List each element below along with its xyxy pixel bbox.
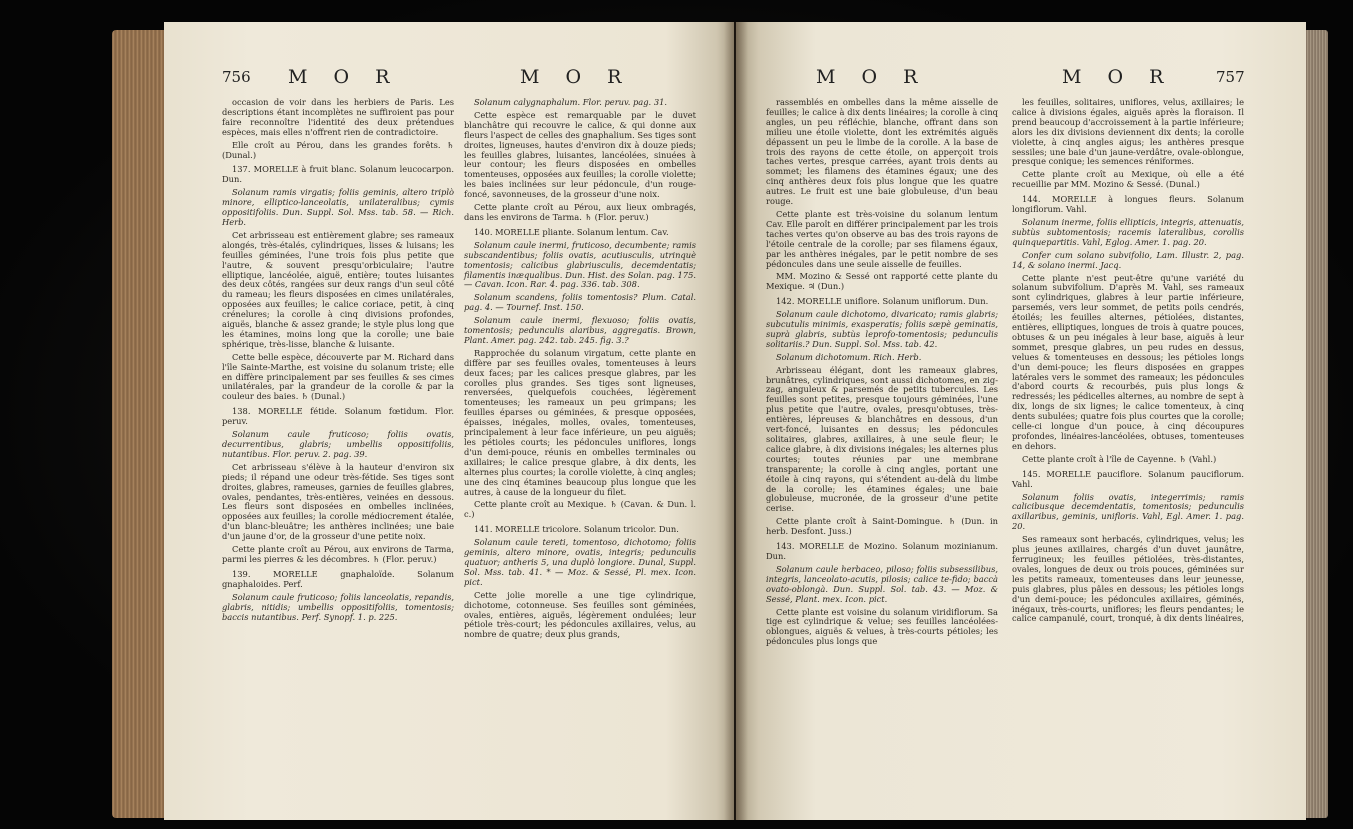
paragraph: Cette plante croît à l'île de Cayenne. ♄ (Vahl.) [1022,453,1217,464]
latin-diagnosis: Solanum caule fruticoso; foliis ovatis, decurrentibus, glabris; umbellis oppositifoliis, nutantibus. Flor. peruv. 2. pag. 39. [222,429,454,459]
entry-heading: 143. MORELLE de Mozino. Solanum mozinianum. Dun. [766,541,998,561]
entry-heading: 139. MORELLE gnaphaloïde. Solanum gnaphaloides. Perf. [222,568,454,589]
left-headword: M O R [288,66,400,88]
paragraph: Cette jolie morelle a une tige cylindrique, dichotome, cotonneuse. Ses feuilles sont géminées, ovales, entières, aiguës, légèrement ondulées; leur pétiole très-court; les pédoncules axillaires, velus, au nombre de quatre; deux plus grands, [464,589,696,640]
open-book [34,6,1352,824]
latin-diagnosis: Solanum ramis virgatis; foliis geminis, altero triplò minore, elliptico-lanceolatis, unilateralibus; cymis oppositifoliis. Dun. Suppl. Sol. Mss. tab. 58. — Rich. Herb. [222,187,454,227]
left-page-column-1 [222,98,454,625]
right-page [736,22,1306,820]
left-page [164,22,734,820]
paragraph: Arbrisseau élégant, dont les rameaux glabres, brunâtres, cylindriques, sont aussi dichotomes, en zig-zag, anguleux & parsemés de petits tubercules. Les feuilles sont petites, presque toujours géminées, l'une plus petite que l'autre, ovales, presqu'obtuses, très-entières, lépreuses & blanchâtres en dessous, d'un vert-foncé, luisantes en dessus; les pédoncules solitaires, glabres, axillaires, à une seule fleur; le calice glabre, à dix divisions inégales; les alternes plus courtes; toutes réunies par une membrane transparente; la corolle à cinq angles, portant une étoile à cinq rayons, qui s'étendent au-delà du limbe de la corolle; les étamines égales; une baie globuleuse, mucronée, de la grosseur d'une petite cerise. [766,364,998,514]
paragraph: MM. Mozino & Sessé ont rapporté cette plante du Mexique. ♃ (Dun.) [766,271,998,292]
paragraph: Cette plante croît au Pérou, aux lieux ombragés, dans les environs de Tarma. ♄ (Flor. peruv.) [464,202,696,222]
latin-diagnosis: Solanum foliis ovatis, integerrimis; ramis calicibusque decemdentatis, tomentosis; pedunculis axillaribus, geminis, unifloris. Vahl, Egl. Amer. 1. pag. 20. [1012,491,1244,532]
left-running-header [164,66,734,96]
entry-heading: 142. MORELLE uniflore. Solanum uniflorum. Dun. [776,296,989,307]
paragraph: Cet arbrisseau est entièrement glabre; ses rameaux alongés, très-étalés, cylindriques, lisses & luisans; les feuilles géminées, l'une trois fois plus petite que l'autre, & souvent presqu'orbiculaire; l'autre elliptique, lancéolée, aiguë, entière; toutes luisantes des deux côtés, rangées sur deux rangs d'un seul côté du rameau; les fleurs disposées en cimes unilatérales, opposées aux feuilles; le calice coriace, petit, à cinq crénelures; la corolle à cinq divisions profondes, aiguës, blanche & assez grande; le style plus long que les étamines, moins long que la corolle; une baie sphérique, très-lisse, blanche & luisante. [222,229,454,349]
paragraph: Rapprochée du solanum virgatum, cette plante en diffère par ses feuilles ovales, tomenteuses à leurs deux faces; par les calices presque glabres, par les corolles plus grandes. Ses tiges sont ligneuses, renversées, quelquefois couchées, légèrement tomenteuses; les rameaux un peu grimpans; les feuilles éparses ou géminées, & presque opposées, épaisses, inégales, molles, ovales, tomenteuses, principalement à leur face inférieure, un peu aiguës; les pétioles courts; les pédoncules uniflores, longs d'un demi-pouce, réunis en ombelles terminales ou axillaires; le calice presque glabre, à dix dents, les alternes plus courtes; la corolle violette, à cinq angles; une des cinq étamines beaucoup plus longue que les autres, à cause de la longueur du filet. [464,347,696,497]
latin-diagnosis: Solanum caule herbaceo, piloso; foliis subsessilibus, integris, lanceolato-acutis, pilosis; calice te-fido; baccà ovato-oblongà. Dun. Suppl. Sol. tab. 43. — Moz. & Sessé, Plant. mex. Icon. pict. [766,563,998,604]
paragraph: Cette plante croît au Mexique. ♄ (Cavan. & Dun. l. c.) [464,499,696,520]
synonym: Solanum caule inermi, flexuoso; foliis ovatis, tomentosis; pedunculis alaribus, aggregatis. Brown, Plant. Amer. pag. 242. tab. 245. fig. 3.? [464,315,696,345]
entry-heading: 144. MORELLE à longues fleurs. Solanum longiflorum. Vahl. [1012,194,1244,215]
latin-diagnosis: Solanum caule inermi, fruticoso, decumbente; ramis subscandentibus; foliis ovatis, acutiusculis, utrinquè tomentosis; calicibus glabriusculis, decemdentatis; filamentis inæqualibus. Dun. Hist. des Solan. pag. 175. — Cavan. Icon. Rar. 4. pag. 336. tab. 308. [464,239,696,290]
page-stack-right [1306,30,1328,818]
left-page-column-2 [464,98,696,643]
paragraph: Cette espèce est remarquable par le duvet blanchâtre qui recouvre le calice, & qui donne aux fleurs l'aspect de celles des gnaphalium. Ses tiges sont droites, ligneuses, hautes d'environ dix à douze pieds; les feuilles glabres, luisantes, lancéolées, sinuées à leur contour; les fleurs disposées en ombelles tomenteuses, opposées aux feuilles; la corolle violette; les baies inclinées sur leur pédoncule, d'un rouge-foncé, savonneuses, de la grosseur d'une noix. [464,109,696,200]
paragraph: Ses rameaux sont herbacés, cylindriques, velus; les plus jeunes axillaires, chargés d'un duvet jaunâtre, ferrugineux; les feuilles pétiolées, très-distantes, ovales, longues de deux ou trois pouces, géminées sur les petits rameaux, tomenteuses dans leur jeunesse, puis glabres, plus pâles en dessous; les pétioles longs d'un demi-pouce; les pédoncules axillaires, géminés, inégaux, très-courts, uniflores; les fleurs pendantes; le calice campanulé, court, tronqué, à dix dents linéaires, [1012,534,1244,624]
right-page-number: 757 [1216,68,1245,86]
latin-diagnosis: Solanum caule dichotomo, divaricato; ramis glabris; subcutulis minimis, exasperatis; foliis sæpè geminatis, suprà glabris, subtùs leprofo-tomentosis; pedunculis solitariis.? Dun. Suppl. Sol. Mss. tab. 42. [766,309,998,349]
latin-diagnosis: Solanum inerme, foliis ellipticis, integris, attenuatis, subtùs subtomentosis; racemis lateralibus, corollis quinquepartitis. Vahl, Eglog. Amer. 1. pag. 20. [1012,216,1244,247]
page-stack-left [112,30,166,818]
paragraph: les feuilles, solitaires, uniflores, velus, axillaires; le calice à divisions égales, aiguës après la floraison. Il prend beaucoup d'accroissement à la partie inférieure; alors les dix divisions deviennent dix dents; la corolle violette, à cinq angles aigus; les anthères presque sessiles; une baie d'un jaune-verdâtre, ovale-oblongue, presque conique; les semences réniformes. [1012,97,1244,167]
paragraph: occasion de voir dans les herbiers de Paris. Les descriptions étant incomplètes ne suffiroient pas pour faire reconnoître l'identité des deux prétendues espèces, mais elles n'offrent rien de contradictoire. [222,97,454,137]
entry-heading: 145. MORELLE pauciflore. Solanum pauciflorum. Vahl. [1012,468,1244,489]
right-headword-2: M O R [1062,66,1174,88]
paragraph: Cette plante n'est peut-être qu'une variété du solanum subvifolium. D'après M. Vahl, ses rameaux sont cylindriques, glabres à leur partie inférieure, parsemés, vers leur sommet, de petits poils cendrés, étoilés; les feuilles alternes, pétiolées, distantes, entières, elliptiques, longues de trois à quatre pouces, obtuses & un peu inégales à leur base, aiguës à leur sommet, presque glabres, un peu rudes en dessus, velues & tomenteuses en dessous; les pétioles longs d'un demi-pouce; les fleurs disposées en grappes latérales vers le sommet des rameaux; les pédoncules d'abord courts & recourbés, puis plus longs & redressés; les pédicelles alternes, au nombre de sept à dix, longs de six lignes; le calice tomenteux, à cinq dents subulées; quatre fois plus courtes que la corolle; celle-ci longue d'un pouce, à cinq découpures profondes, linéaires-lancéolées, obtuses, tomenteuses en dehors. [1012,272,1244,451]
synonym: Solanum calygnaphalum. Flor. peruv. pag. 31. [474,97,668,107]
right-running-header [736,66,1306,96]
entry-heading: 137. MORELLE à fruit blanc. Solanum leucocarpon. Dun. [222,164,454,185]
entry-heading: 138. MORELLE fétide. Solanum fœtidum. Flor. peruv. [222,406,454,427]
paragraph: Cette belle espèce, découverte par M. Richard dans l'île Sainte-Marthe, est voisine du solanum triste; elle en diffère principalement par ses feuilles & ses cimes unilatérales, par la grandeur de la corolle & par la couleur des baies. ♄ (Dunal.) [222,351,454,402]
synonym: Solanum dichotomum. Rich. Herb. [776,351,922,362]
synonym: Solanum scandens, foliis tomentosis? Plum. Catal. pag. 4. — Tournef. Inst. 150. [464,292,696,313]
book-gutter-shadow [724,22,748,820]
entry-heading: 141. MORELLE tricolore. Solanum tricolor. Dun. [474,524,679,535]
paragraph: Cette plante croît à Saint-Domingue. ♄ (Dun. in herb. Desfont. Juss.) [766,516,998,537]
paragraph: Cet arbrisseau s'élève à la hauteur d'environ six pieds; il répand une odeur très-fétide. Ses tiges sont droites, glabres, rameuses, garnies de feuilles glabres, ovales, pendantes, très-entières, veinées en dessous. Les fleurs sont disposées en ombelles inclinées, opposées aux feuilles; la corolle médiocrement étalée, d'un blanc-bleuâtre; les anthères inclinées; une baie d'un jaune d'or, de la grosseur d'une petite noix. [222,461,454,542]
left-headword-2: M O R [520,66,632,88]
latin-diagnosis: Solanum caule tereti, tomentoso, dichotomo; foliis geminis, altero minore, ovatis, integris; pedunculis quatuor; antheris 5, una duplò longiore. Dunal, Suppl. Sol. Mss. tab. 41. * — Moz. & Sessé, Pl. mex. Icon. pict. [464,537,696,587]
right-headword: M O R [816,66,928,88]
right-page-column-2 [1012,98,1244,627]
entry-heading: 140. MORELLE pliante. Solanum lentum. Cav. [474,226,669,237]
latin-diagnosis: Solanum caule fruticoso; foliis lanceolatis, repandis, glabris, nitidis; umbellis oppositifoliis, tomentosis; baccis nutantibus. Perf. Synopf. 1. p. 225. [222,591,454,622]
paragraph: Elle croît au Pérou, dans les grandes forêts. ♄ (Dunal.) [222,139,454,160]
synonym: Confer cum solano subvifolio, Lam. Illustr. 2, pag. 14, & solano inermi. Jacq. [1012,249,1244,270]
paragraph: Cette plante croît au Pérou, aux environs de Tarma, parmi les pierres & les décombres. ♄ (Flor. peruv.) [222,544,454,564]
paragraph: Cette plante croît au Mexique, où elle a été recueillie par MM. Mozino & Sessé. (Dunal.) [1012,169,1244,190]
left-page-number: 756 [222,68,251,86]
right-page-column-1 [766,98,998,650]
paragraph: Cette plante est voisine du solanum viridiflorum. Sa tige est cylindrique & velue; ses feuilles lancéolées-oblongues, aiguës & velues, à très-courts pétioles; les pédoncules plus longs que [766,606,998,647]
paragraph: Cette plante est très-voisine du solanum lentum Cav. Elle paroît en différer principalement par les trois taches vertes qu'on observe au bas des trois rayons de l'étoile centrale de la corolle; par ses filamens égaux, par les anthères inégales, par le petit nombre de ses pédoncules dans une seule aisselle de feuilles. [766,208,998,269]
paragraph: rassemblés en ombelles dans la même aisselle de feuilles; le calice à dix dents linéaires; la corolle à cinq angles, un peu réfléchie, blanche, offrant dans son milieu une étoile violette, dont les extrémités aiguës dépassent un peu le limbe de la corolle. A la base de trois des rayons de cette étoile, on apperçoit trois taches vertes, presque carrées, ayant trois dents au sommet; les filamens des étamines égaux; une des cinq anthères deux fois plus longue que les quatre autres. Le fruit est une baie globuleuse, d'un beau rouge. [766,97,998,207]
